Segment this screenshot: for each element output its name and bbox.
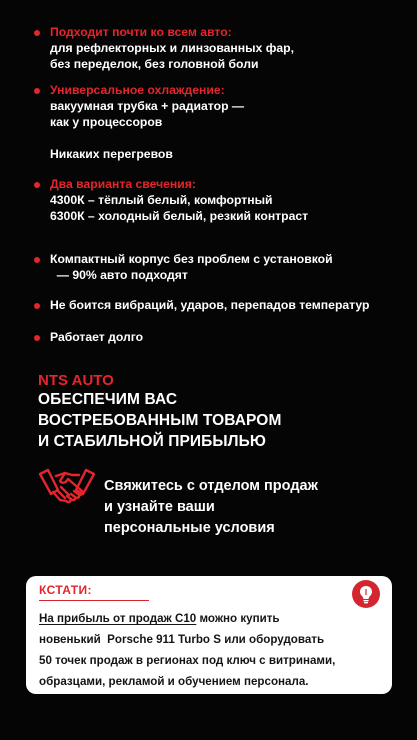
card-line-rest: можно купить	[196, 612, 280, 625]
feature-title: Подходит почти ко всем авто:	[50, 25, 232, 39]
card-line: образцами, рекламой и обучением персонала.	[39, 675, 309, 688]
feature-line: — 90% авто подходят	[50, 268, 188, 282]
headline	[38, 389, 281, 452]
feature-line: для рефлекторных и линзованных фар,	[50, 41, 294, 55]
feature-line: без переделок, без головной боли	[50, 57, 259, 71]
feature-line: 6300К – холодный белый, резкий контраст	[50, 209, 309, 223]
bullet-dot	[34, 257, 40, 263]
bullet-dot	[34, 182, 40, 188]
feature-item-compact	[34, 251, 407, 283]
feature-line: Не боится вибраций, ударов, перепадов температур	[50, 298, 370, 312]
feature-item-durability	[34, 297, 407, 313]
feature-line: Работает долго	[50, 330, 144, 344]
card-highlight: На прибыль от продаж С10	[39, 612, 197, 625]
card-divider	[39, 600, 149, 601]
feature-line: вакуумная трубка + радиатор —	[50, 99, 245, 113]
card-line: 50 точек продаж в регионах под ключ с витринами,	[39, 654, 336, 667]
feature-item-glow-modes	[34, 176, 407, 224]
bullet-dot	[34, 335, 40, 341]
feature-item-cooling	[34, 82, 407, 162]
feature-item-compatibility	[34, 24, 407, 72]
feature-line: как у процессоров	[50, 115, 163, 129]
feature-line: Никаких перегревов	[50, 147, 173, 161]
handshake-icon	[38, 466, 96, 510]
feature-line: Компактный корпус без проблем с установкой	[50, 252, 333, 266]
card-line	[39, 608, 382, 629]
bullet-dot	[34, 303, 40, 309]
contact-line: Свяжитесь с отделом продаж	[104, 478, 318, 494]
card-title: КСТАТИ:	[39, 583, 92, 597]
bullet-dot	[34, 88, 40, 94]
contact-cta	[104, 476, 318, 539]
headline-line: ОБЕСПЕЧИМ ВАС	[38, 391, 178, 408]
card-line: новенький Porsche 911 Turbo S или оборудовать	[39, 633, 325, 646]
feature-title: Два варианта свечения:	[50, 177, 196, 191]
feature-title: Универсальное охлаждение:	[50, 83, 225, 97]
info-card	[26, 576, 392, 694]
headline-line: И СТАБИЛЬНОЙ ПРИБЫЛЬЮ	[38, 433, 266, 450]
feature-line: 4300К – тёплый белый, комфортный	[50, 193, 273, 207]
feature-item-longevity	[34, 329, 407, 345]
brand-name: NTS AUTO	[38, 372, 114, 389]
headline-line: ВОСТРЕБОВАННЫМ ТОВАРОМ	[38, 412, 282, 429]
card-body	[39, 608, 382, 692]
bullet-dot	[34, 30, 40, 36]
feature-spacer	[50, 130, 407, 146]
contact-line: и узнайте ваши	[104, 499, 215, 515]
lightbulb-icon	[352, 580, 380, 608]
contact-line: персональные условия	[104, 520, 275, 536]
